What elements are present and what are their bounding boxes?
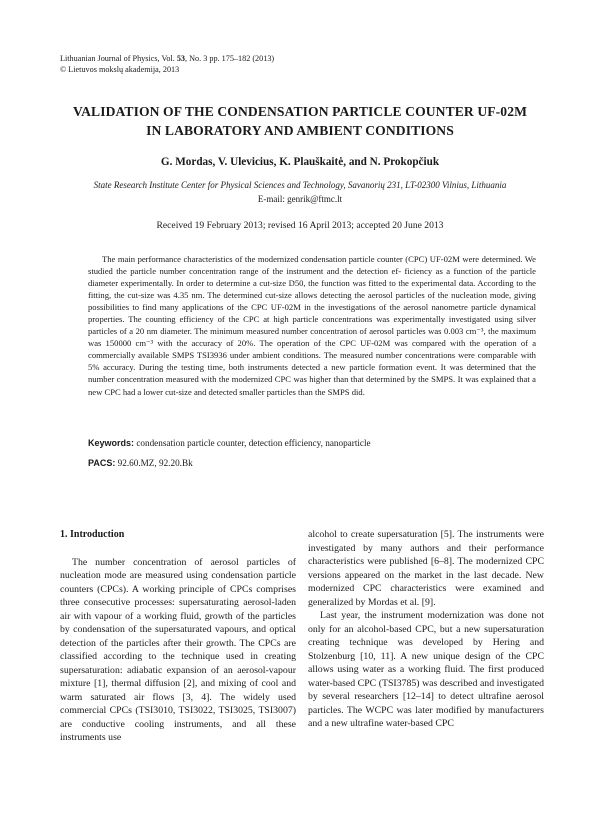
abstract-line: the CPC UF-02M in the investigations of the aerosol nanometre particle dynamical properties. The counting [88,302,536,325]
abstract-line: ficiency as a function of the particle diameter experimentally. In order to determine a cut-size D50, the function [88,266,536,289]
section-heading: 1. Introduction [60,529,125,540]
pacs [88,458,536,468]
abstract-line: CPC was higher than that determined by the SMPS. It was explained that a new CPC had a lower cut-size and [88,374,536,397]
abstract [88,253,536,398]
journal-line-1: Lithuanian Journal of Physics, Vol. 53, No. 3 pp. 175–182 (2013) [60,54,275,63]
abstract-line: were determined. We studied the particle number concentration range of the instrument and the detection ef- [88,254,536,277]
abstract-line: allows detecting the aerosol particles of the nucleation mode, giving possibilities to find many applications of [88,290,536,313]
authors: G. Mordas, V. Ulevicius, K. Plauškaitė, and N. Prokopčiuk [160,156,440,168]
abstract-line: efficiency of the CPC at high particle concentrations was experimentally investigated using silver particles of [88,314,536,337]
paper-title: VALIDATION OF THE CONDENSATION PARTICLE COUNTER UF-02M IN LABORATORY AND AMBIENT CONDITIONS [72,104,528,138]
affiliation: State Research Institute Center for Physical Sciences and Technology, Savanorių 231, LT-02300 Vilnius, Lithuania [93,180,507,190]
keywords-text: condensation particle counter, detection efficiency, nanoparticle [134,438,371,448]
pacs-label: PACS: [88,458,116,468]
abstract-line: particle formation event. It was determined that the number concentration measured with the modernized [88,362,536,385]
abstract-line: maximum was 150000 cm⁻³ with the accuracy of 20%. The operation of the CPC UF-02M was compared with [88,326,537,349]
journal-copyright: © Lietuvos mokslų akademija, 2013 [60,64,180,74]
right-column [308,528,544,731]
abstract-line: The main performance characteristics of the modernized condensation particle counter (CPC) UF-02M [102,254,460,264]
abstract-line: a 20 nm diameter. The minimum measured number concentration of aerosol particles was 0.003 cm⁻³, the [129,326,499,337]
email: E-mail: genrik@ftmc.lt [257,194,343,204]
journal-citation [60,54,274,75]
intro-paragraph-2: alcohol to create supersaturation [5]. The instruments were investigated by many authors and their performance characteristics were published [6–8]. The modernized CPC versions appeared on the market in the last decade. New modernized CPC characteristics were examined and generalized by Mordas et al. [9]. [308,529,544,608]
keywords [88,438,536,448]
abstract-line: detected smaller particles than the SMPS did. [208,386,365,397]
intro-paragraph-1: The number concentration of aerosol particles of nucleation mode are measured using condensation particle counters (CPCs). A working principle of CPCs comprises three consecutive processes: supersaturating aerosol-laden air with vapour of a working fluid, growth of the particles by condensation of the supersaturated vapours, and optical detection of the particles after their growth. The CPCs are classified according to the technique used in creating supersaturation: adiabatic expansion of an aerosol-vapour mixture [1], thermal diffusion [2], and mixing of cool and warm saturated air flows [3, 4]. The widely used commercial CPCs (TSI3010, TSI3022, TSI3025, TSI3007) are conductive cooling instruments, and all these instruments use [60,556,296,743]
abstract-line: concentrations were comparable with 5% accuracy. During the testing time, both instruments detected a new [88,350,536,373]
keywords-label: Keywords: [88,438,135,448]
abstract-line: was fitted to the experimental data. According to the fitting, the cut-size was 4.35 nm. The determined cut-size [88,278,536,301]
abstract-line: the operation of a commercially available SMPS TSI3936 under ambient conditions. The measured number [88,338,537,361]
intro-paragraph-3: Last year, the instrument modernization was done not only for an alcohol-based CPC, but a new supersaturation creating technique was developed by Hering and Stolzenburg [10, 11]. A new unique design of the CPC allows using water as a working fluid. The first produced water-based CPC (TSI3785) was described and investigated by several researchers [12–14] to detect ultrafine aerosol particles. The WCPC was later modified by manufacturers and a new ultrafine water-based CPC [308,610,544,729]
left-column [60,528,296,745]
received-dates: Received 19 February 2013; revised 16 April 2013; accepted 20 June 2013 [156,220,444,231]
pacs-text: 92.60.MZ, 92.20.Bk [115,458,193,468]
